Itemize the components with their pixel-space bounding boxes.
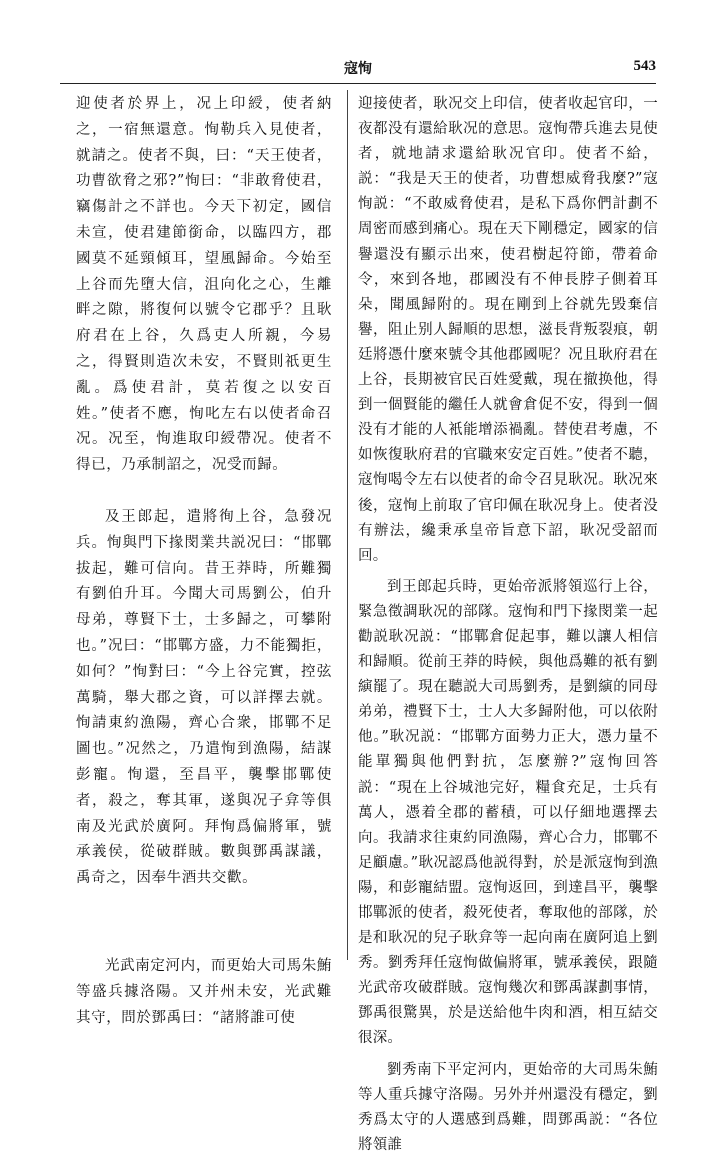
classical-paragraph-3: 光武南定河内，而更始大司馬朱鮪等盛兵據洛陽。又并州未安，光武難其守，問於鄧禹曰：“諸將誰可使 [76,957,332,1026]
page-number: 543 [633,58,656,74]
paragraph-gap [76,479,332,505]
classical-paragraph-2: 及王郎起，遣將徇上谷，急發况兵。恂與門下掾閔業共説况曰：“邯鄲拔起，難可信向。昔王莽時，所難獨有劉伯升耳。今聞大司馬劉公，伯升母弟，尊賢下士，士多歸之，可攀附也。”况曰：“邯鄲方盛，力不能獨拒，如何？”恂對曰：“今上谷完實，控弦萬騎，舉大郡之資，可以詳擇去就。恂請東約漁陽，齊心合衆，邯鄲不足圖也。”况然之，乃遣恂到漁陽，結謀彭寵。恂還，至昌平，襲擊邯鄲使者，殺之，奪其軍，遂與况子弇等俱南及光武於廣阿。拜恂爲偏將軍，號承義侯，從破群賊。數與鄧禹謀議，禹奇之，因奉牛酒共交歡。 [76,508,332,887]
header-rule [60,83,656,84]
translation-text-column [358,92,658,1158]
paragraph-gap [76,892,332,954]
translation-paragraph-3: 劉秀南下平定河内，更始帝的大司馬朱鮪等人重兵據守洛陽。另外并州還没有穩定，劉秀爲太守的人選感到爲難，問鄧禹説：“各位將領誰 [358,1061,658,1153]
translation-paragraph-1: 迎接使者，耿况交上印信，使者收起官印，一夜都没有還給耿况的意思。寇恂帶兵進去見使者，就地請求還給耿况官印。使者不給，説：“我是天王的使者，功曹想威脅我麼?”寇恂説：“不敢威脅使君，是私下爲你們計劃不周密而感到痛心。現在天下剛穩定，國家的信譽還没有顯示出來，使君樹起符節，帶着命令，來到各地，郡國没有不伸長脖子側着耳朵，聞風歸附的。現在剛到上谷就先毁棄信譽，阻止别人歸順的思想，滋長背叛裂痕，朝廷將憑什麼來號令其他郡國呢？况且耿府君在上谷，長期被官民百姓愛戴，現在撤换他，得到一個賢能的繼任人就會倉促不安，得到一個没有才能的人衹能增添禍亂。替使君考慮，不如恢復耿府君的官職來安定百姓。”使者不聽，寇恂喝令左右以使者的命令召見耿况。耿况來後，寇恂上前取了官印佩在耿况身上。使者没有辦法，纔秉承皇帝旨意下詔，耿况受韶而回。 [358,96,658,564]
page-header [60,58,656,82]
classical-paragraph-1: 迎使者於界上，况上印綬，使者納之，一宿無還意。恂勒兵入見使者，就請之。使者不與，曰：“天王使者，功曹欲脅之邪?”恂曰：“非敢脅使君，竊傷計之不詳也。今天下初定，國信未宣，使君建節銜命，以臨四方，郡國莫不延頸傾耳，望風歸命。今始至上谷而先墮大信，沮向化之心，生離畔之隙，將復何以號令它郡乎？且耿府君在上谷，久爲吏人所親，今易之，得賢則造次未安，不賢則祇更生亂。爲使君計，莫若復之以安百姓。”使者不應，恂叱左右以使者命召况。况至，恂進取印綬帶况。使者不得已，乃承制詔之，况受而歸。 [76,96,332,474]
classical-text-column [76,92,332,1031]
column-divider [347,90,348,960]
translation-paragraph-2: 到王郎起兵時，更始帝派將領巡行上谷，緊急徵調耿况的部隊。寇恂和門下掾閔業一起勸説耿况説：“邯鄲倉促起事，難以讓人相信和歸順。從前王莽的時候，與他爲難的祇有劉縯罷了。現在聽説大司馬劉秀，是劉縯的同母弟弟，禮賢下士，士人大多歸附他，可以依附他。”耿况説：“邯鄲方面勢力正大，憑力量不能單獨與他們對抗，怎麼辦?”寇恂回答説：“現在上谷城池完好，糧食充足，士兵有萬人，憑着全郡的蓄積，可以仔細地選擇去向。我請求往東約同漁陽，齊心合力，邯鄲不足顧慮。”耿况認爲他説得對，於是派寇恂到漁陽，和彭寵結盟。寇恂返回，到達昌平，襲擊邯鄲派的使者，殺死使者，奪取他的部隊，於是和耿况的兒子耿弇等一起向南在廣阿追上劉秀。劉秀拜任寇恂做偏將軍，號承義侯，跟隨光武帝攻破群賊。寇恂幾次和鄧禹謀劃事情，鄧禹很驚異，於是送給他牛肉和酒，相互結交很深。 [358,578,658,1047]
running-title: 寇恂 [344,61,372,77]
